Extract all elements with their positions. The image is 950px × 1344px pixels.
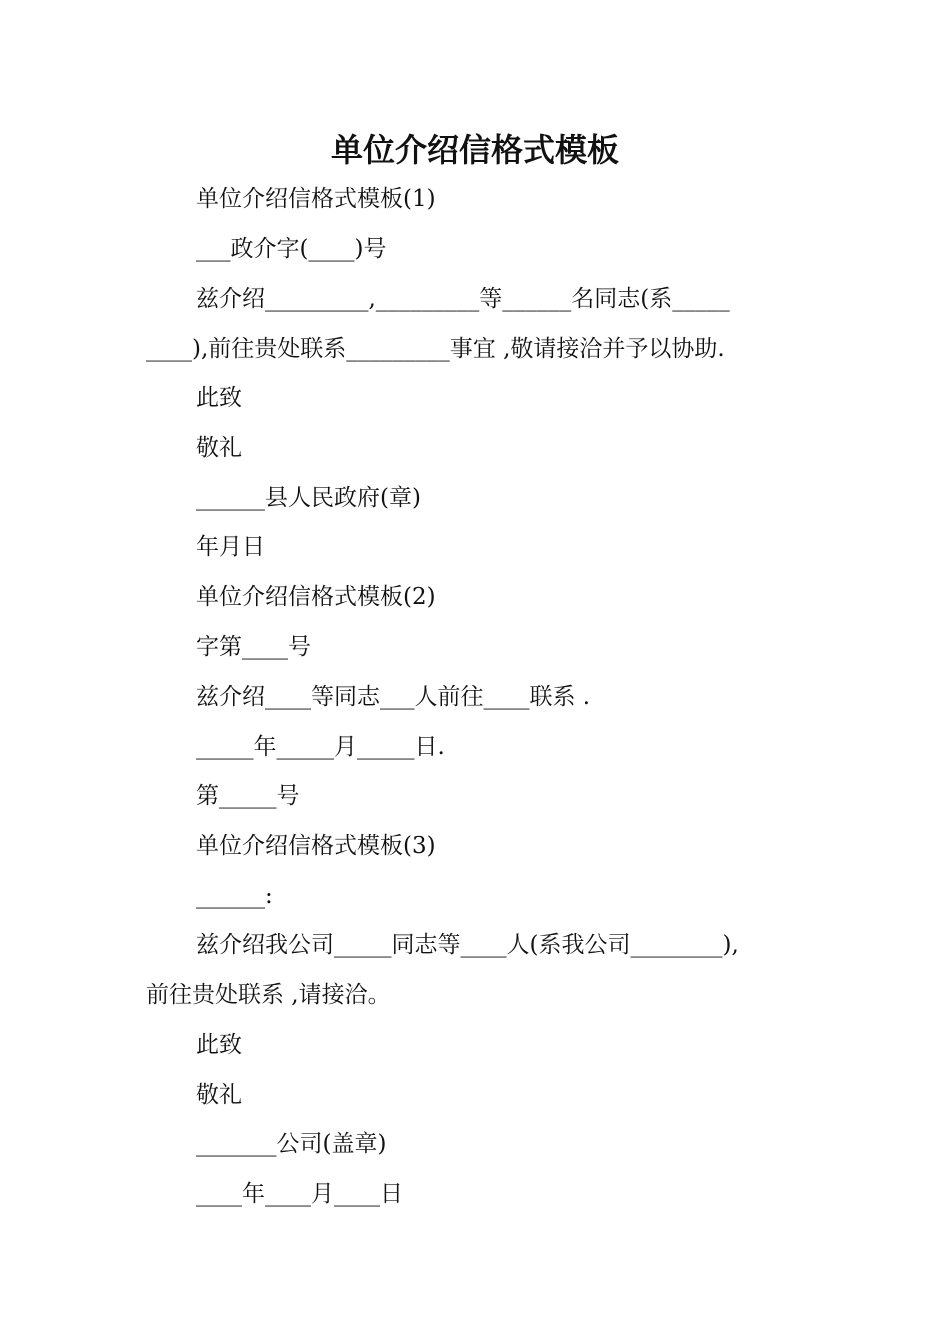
section-heading-1: 单位介绍信格式模板(1) (196, 186, 436, 212)
text-line: ____年____月____日 (196, 1181, 403, 1207)
text-line: _____年_____月_____日. (196, 734, 445, 760)
text-line: 兹介绍____等同志___人前往____联系 . (196, 684, 591, 710)
text-line: 兹介绍_________,_________等______名同志(系_____ (196, 286, 730, 312)
document-title: 单位介绍信格式模板 (330, 131, 619, 169)
text-line: 敬礼 (196, 1082, 242, 1108)
text-line: 敬礼 (196, 435, 242, 461)
text-line: 第_____号 (196, 783, 300, 809)
text-line: _______公司(盖章) (196, 1131, 387, 1157)
section-heading-2: 单位介绍信格式模板(2) (196, 584, 436, 610)
section-heading-3: 单位介绍信格式模板(3) (196, 833, 436, 859)
text-line: 字第____号 (196, 634, 311, 660)
text-line: ______县人民政府(章) (196, 485, 421, 511)
text-line: 此致 (196, 1032, 242, 1058)
text-line: 前往贵处联系 ,请接洽。 (146, 982, 391, 1008)
text-line: 此致 (196, 385, 242, 411)
text-line: ___政介字(____)号 (196, 236, 387, 262)
text-line: 兹介绍我公司_____同志等____人(系我公司________), (196, 932, 739, 958)
text-line: 年月日 (196, 534, 265, 560)
text-line: ____),前往贵处联系_________事宜 ,敬请接洽并予以协助. (146, 336, 725, 362)
text-line: ______: (196, 883, 273, 909)
